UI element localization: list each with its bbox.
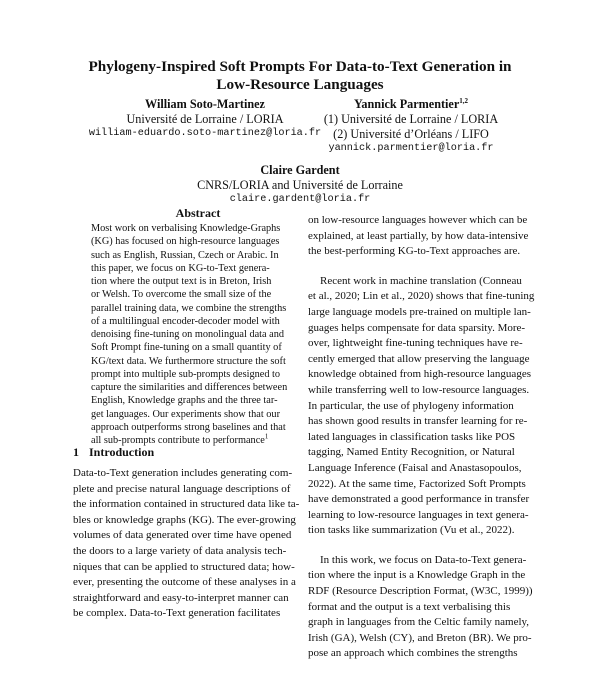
text-line: has shown good results in transfer learning for re-: [308, 415, 528, 428]
text-line: the best-performing KG-to-Text approaches are.: [308, 245, 521, 258]
paragraph: [308, 553, 533, 662]
introduction-body: [73, 466, 298, 622]
text-line: get languages. Our experiments show that our: [91, 408, 281, 420]
text-line: Recent work in machine translation (Conneau: [320, 274, 522, 287]
text-line: knowledge obtained from high-resource languages: [308, 368, 531, 381]
text-line: be complex. Data-to-Text generation facilitates: [73, 607, 281, 620]
text-line: volumes of data generated over time have opened: [73, 529, 292, 542]
author-affiliation: (1) Université de Lorraine / LORIA: [323, 112, 499, 126]
text-line: et al., 2020; Lin et al., 2020) shows that fine-tuning: [308, 290, 535, 303]
text-line: ever, presenting the outcome of these analyses in a: [73, 576, 296, 589]
section-number: 1: [73, 445, 79, 459]
text-line: Data-to-Text generation includes generating com-: [73, 467, 293, 479]
text-line: of a multilingual encoder-decoder model with: [91, 315, 280, 327]
text-line: tion where the output text is in Breton, Irish: [91, 276, 272, 287]
text-line: the information contained in structured data like ta-: [73, 498, 300, 511]
text-line: tagging, Named Entity Recognition, or Natural: [308, 446, 515, 459]
section-heading: [73, 445, 154, 459]
text-line: bles or knowledge graphs (KG). The ever-growing: [73, 513, 296, 526]
text-line: large language models pre-trained on multiple lan-: [308, 305, 531, 318]
text-line: over, lightweight fine-tuning techniques have re-: [308, 337, 523, 350]
author-block: [300, 97, 522, 156]
text-line: or Welsh. To overcome the small size of the: [91, 289, 272, 301]
author-name-text: Yannick Parmentier: [353, 97, 460, 111]
text-line: KG/text data. We furthermore structure the soft: [91, 355, 286, 367]
author-email: yannick.parmentier@loria.fr: [328, 143, 494, 154]
text-line: guages helps compensate for data sparsity. More-: [308, 321, 526, 334]
text-line: this paper, we focus on KG-to-Text genera-: [91, 262, 270, 274]
text-line: cently emerged that allow preserving the language: [308, 352, 530, 365]
author-block: [80, 97, 330, 141]
text-line: on low-resource languages however which can be: [308, 214, 528, 226]
text-line: while transferring well to low-resource languages.: [308, 383, 530, 396]
text-line: graph in languages from the Celtic family namely,: [308, 616, 530, 629]
text-line: Soft Prompt fine-tuning on a small quantity of: [91, 342, 282, 354]
text-line: English, Knowledge graphs and the three tar-: [91, 395, 278, 407]
text-line: have demonstrated a good performance in transfer: [308, 493, 530, 506]
paper-title: [60, 58, 540, 94]
text-line: In this work, we focus on Data-to-Text genera-: [320, 553, 527, 566]
text-line: explained, at least partially, by how data-intensive: [308, 229, 529, 242]
text-line: 2022). At the same time, Factorized Soft Prompts: [308, 477, 526, 490]
author-affiliation: CNRS/LORIA and Université de Lorraine: [197, 178, 403, 192]
paragraph: [308, 274, 533, 539]
author-name: [300, 97, 522, 112]
text-line: such as English, Russian, Czech or Arabic. In: [91, 249, 279, 261]
text-line: pose an approach which combines the strengths: [308, 647, 518, 660]
footnote-mark: 1: [264, 432, 269, 441]
text-line: prompt into multiple sub-prompts designed to: [91, 368, 281, 380]
text-line: the doors to a large variety of data analysis tech-: [73, 544, 287, 557]
text-line: Language Inference (Faisal and Anastasopoulos,: [308, 461, 522, 474]
text-line: parallel training data, we combine the strengths: [91, 302, 287, 314]
text-line: straightforward and easy-to-interpret manner can: [73, 591, 289, 604]
title-line: Phylogeny-Inspired Soft Prompts For Data-to-Text Generation in: [88, 58, 512, 75]
abstract-body: [91, 222, 291, 447]
author-block: [130, 163, 470, 207]
title-line: Low-Resource Languages: [216, 76, 384, 93]
text-line: (KG) has focused on high-resource languages: [91, 236, 280, 248]
text-line: learning to low-resource languages in text genera-: [308, 508, 529, 521]
author-superscript: 1,2: [459, 96, 469, 105]
author-name: Claire Gardent: [260, 163, 340, 177]
text-line: niques that can be applied to structured data; how-: [73, 560, 295, 573]
text-line: all sub-prompts contribute to performance$^1$: [91, 432, 269, 446]
text-line: denoising fine-tuning on monolingual data and: [91, 329, 285, 340]
text-line: Most work on verbalising Knowledge-Graphs: [91, 223, 281, 234]
text-line: plete and precise natural language descriptions of: [73, 482, 291, 495]
author-name: William Soto-Martinez: [145, 97, 265, 111]
author-email: claire.gardent@loria.fr: [229, 194, 371, 205]
text-line: capture the similarities and differences between: [91, 382, 288, 393]
right-column-body: [308, 213, 533, 676]
text-line: format and the output is a text verbalising this: [308, 600, 511, 613]
author-affiliation: (2) Université d’Orléans / LIFO: [333, 127, 489, 141]
text-line: tion tasks like summarization (Vu et al., 2022).: [308, 524, 515, 537]
author-affiliation: Université de Lorraine / LORIA: [126, 112, 284, 126]
text-line: lated languages in classification tasks like POS: [308, 430, 516, 443]
text-line: approach outperforms strong baselines and that: [91, 421, 286, 433]
paragraph: [308, 213, 533, 260]
section-title: Introduction: [89, 445, 155, 459]
text-line: RDF (Resource Description Format, (W3C, 1999)): [308, 585, 533, 598]
abstract-heading: Abstract: [175, 206, 221, 220]
text-line: Irish (GA), Welsh (CY), and Breton (BR). We pro-: [308, 631, 532, 644]
text-line: In particular, the use of phylogeny information: [308, 399, 514, 412]
text-line: tion where the input is a Knowledge Graph in the: [308, 569, 526, 582]
author-email: william-eduardo.soto-martinez@loria.fr: [88, 128, 322, 139]
